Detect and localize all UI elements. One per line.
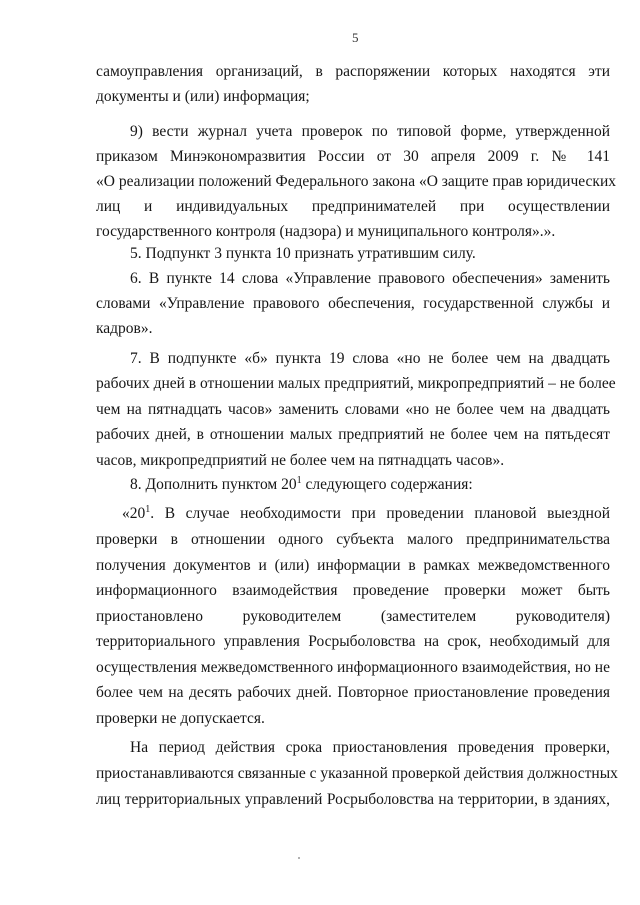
text-fragment: . В случае необходимости при проведении плановой выездной xyxy=(150,505,610,522)
text-line: рабочих дней в отношении малых предприятий, микропредприятий – не более xyxy=(96,375,616,392)
text-line: 5. Подпункт 3 пункта 10 признать утратившим силу. xyxy=(130,245,476,262)
text-line: документы и (или) информация; xyxy=(96,88,310,105)
text-line: чем на пятнадцать часов» заменить словами «но не более чем на двадцать xyxy=(96,401,610,418)
text-line xyxy=(130,475,610,495)
text-line: самоуправления организаций, в распоряжении которых находятся эти xyxy=(96,63,610,80)
text-line: 9) вести журнал учета проверок по типовой форме, утвержденной xyxy=(130,123,610,140)
text-line: более чем на десять рабочих дней. Повторное приостановление проведения xyxy=(96,684,610,701)
text-line: лиц и индивидуальных предпринимателей при осуществлении xyxy=(96,198,610,215)
text-line: приказом Минэкономразвития России от 30 апреля 2009 г. № 141 xyxy=(96,148,610,165)
text-line: проверки в отношении одного субъекта малого предпринимательства xyxy=(96,531,610,548)
superscript: 1 xyxy=(145,504,151,515)
text-line: государственного контроля (надзора) и муниципального контроля».». xyxy=(96,223,556,240)
text-line: рабочих дней, в отношении малых предприятий не более чем на пятьдесят xyxy=(96,426,610,443)
text-line: часов, микропредприятий не более чем на пятнадцать часов». xyxy=(96,452,505,469)
text-line xyxy=(122,504,610,524)
text-line: На период действия срока приостановления проведения проверки, xyxy=(130,739,610,756)
scan-speck xyxy=(298,857,300,859)
text-line: проверки не допускается. xyxy=(96,710,265,727)
text-line: словами «Управление правового обеспечения, государственной службы и xyxy=(96,295,610,312)
text-line: приостанавливаются связанные с указанной проверкой действия должностных xyxy=(96,765,618,782)
page-number: 5 xyxy=(352,30,359,45)
superscript: 1 xyxy=(296,475,302,486)
text-line: 6. В пункте 14 слова «Управление правового обеспечения» заменить xyxy=(130,270,610,287)
text-line: 7. В подпункте «б» пункта 19 слова «но не более чем на двадцать xyxy=(130,350,610,367)
text-fragment: 8. Дополнить пунктом 20 xyxy=(130,476,297,493)
text-line: осуществления межведомственного информационного взаимодействия, но не xyxy=(96,659,610,676)
text-fragment: следующего содержания: xyxy=(301,476,473,493)
text-line: кадров». xyxy=(96,320,153,337)
text-line: «О реализации положений Федерального закона «О защите прав юридических xyxy=(96,173,616,190)
text-line: получения документов и (или) информации в рамках межведомственного xyxy=(96,557,610,574)
text-line: лиц территориальных управлений Росрыболовства на территории, в зданиях, xyxy=(96,791,610,808)
text-line: информационного взаимодействия проведение проверки может быть xyxy=(96,582,610,599)
text-line: территориального управления Росрыболовства на срок, необходимый для xyxy=(96,633,610,650)
text-line: приостановлено руководителем (заместителем руководителя) xyxy=(96,608,610,625)
text-fragment: «20 xyxy=(122,505,146,522)
